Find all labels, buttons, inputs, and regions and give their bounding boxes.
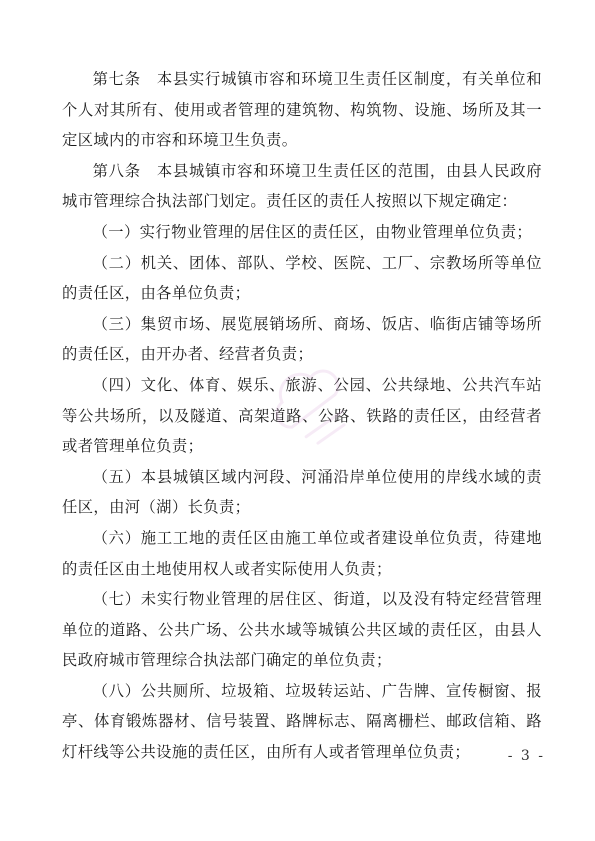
paragraph-article-8: 第八条 本县城镇市容和环境卫生责任区的范围，由县人民政府城市管理综合执法部门划定。责任区的责任人按照以下规定确定： — [62, 161, 542, 211]
list-item-3: （三）集贸市场、展览展销场所、商场、饭店、临街店铺等场所的责任区，由开办者、经营者负责； — [62, 314, 542, 364]
paragraph-article-7: 第七条 本县实行城镇市容和环境卫生责任区制度，有关单位和个人对其所有、使用或者管理的建筑物、构筑物、设施、场所及其一定区域内的市容和环境卫生负责。 — [62, 70, 542, 150]
list-item-7: （七）未实行物业管理的居住区、街道，以及没有特定经营管理单位的道路、公共广场、公共水域等城镇公共区域的责任区，由县人民政府城市管理综合执法部门确定的单位负责； — [62, 590, 542, 670]
list-item-6: （六）施工工地的责任区由施工单位或者建设单位负责，待建地的责任区由土地使用权人或者实际使用人负责； — [62, 528, 542, 578]
list-item-2: （二）机关、团体、部队、学校、医院、工厂、宗教场所等单位的责任区，由各单位负责； — [62, 253, 542, 303]
list-item-1: （一）实行物业管理的居住区的责任区，由物业管理单位负责； — [92, 222, 533, 241]
list-item-4: （四）文化、体育、娱乐、旅游、公园、公共绿地、公共汽车站等公共场所，以及隧道、高架道路、公路、铁路的责任区，由经营者或者管理单位负责； — [62, 375, 542, 456]
cloud-watermark-icon — [258, 350, 368, 470]
list-item-8: （八）公共厕所、垃圾箱、垃圾转运站、广告牌、宣传橱窗、报亭、体育锻炼器材、信号装置、路牌标志、隔离栅栏、邮政信箱、路灯杆线等公共设施的责任区，由所有人或者管理单位负责； — [62, 681, 542, 762]
page-number: - 3 - — [507, 748, 545, 764]
list-item-5: （五）本县城镇区域内河段、河涌沿岸单位使用的岸线水域的责任区，由河（湖）长负责； — [62, 467, 542, 517]
